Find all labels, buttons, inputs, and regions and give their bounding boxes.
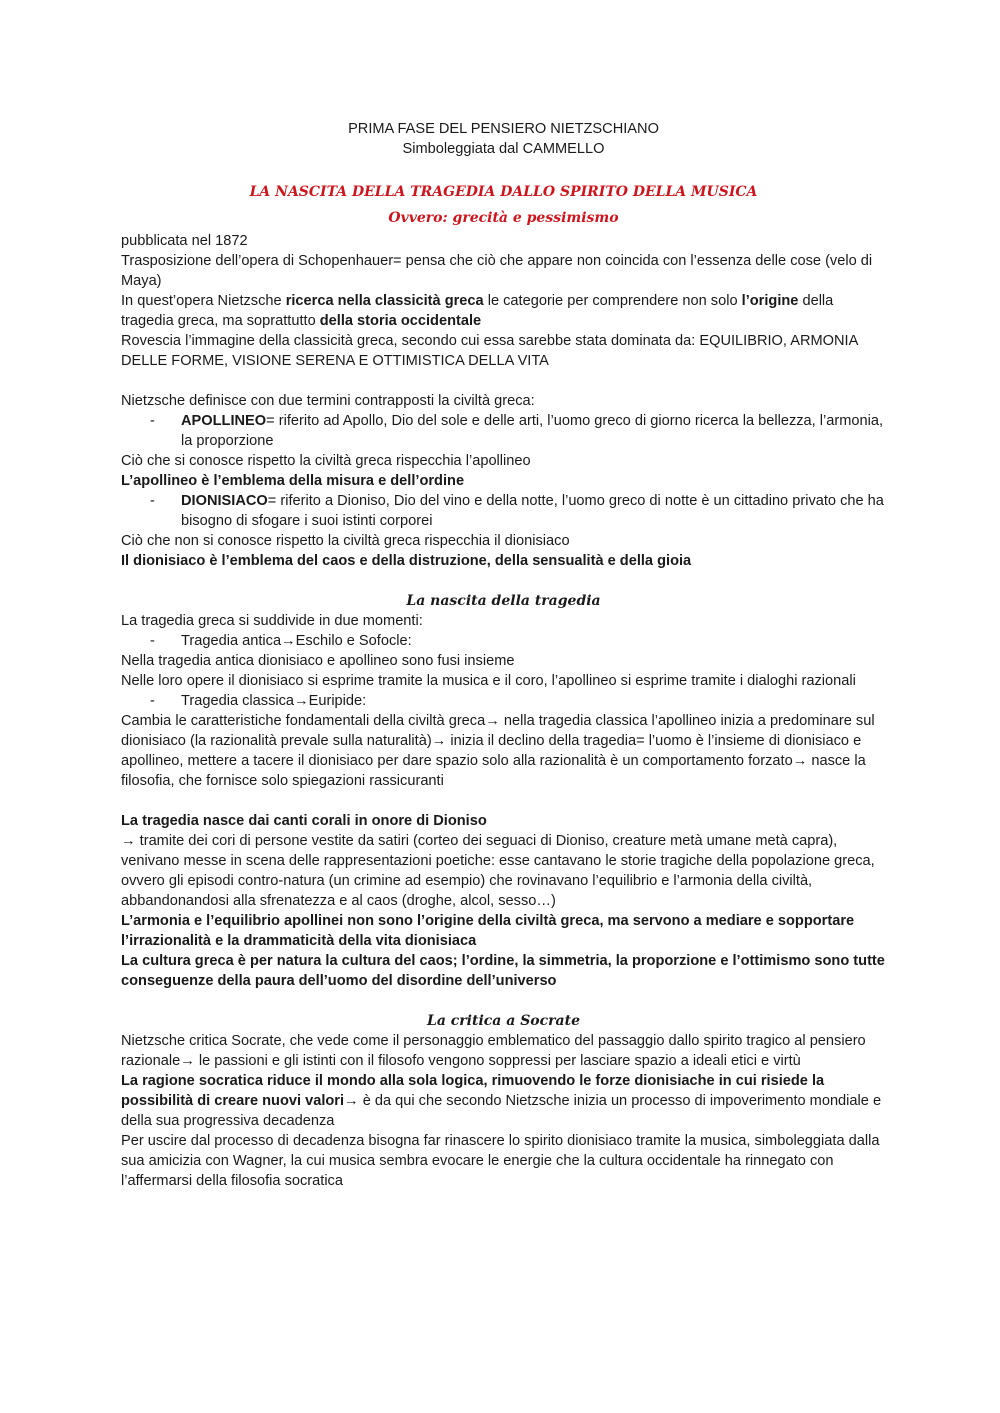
list-item-apollineo: - APOLLINEO= riferito ad Apollo, Dio del sole e delle arti, l’uomo greco di giorno ricerca la bellezza, l’armonia, la proporzione — [150, 413, 884, 449]
culture-paragraph: La cultura greca è per natura la cultura del caos; l’ordine, la simmetria, la proporzione e l’ottimismo sono tutte conseguenze della paura dell’uomo del disordine dell’universo — [121, 953, 885, 989]
harmony-paragraph: L’armonia e l’equilibrio apollinei non sono l’origine della civiltà greca, ma servono a mediare e sopportare l’irrazionalità e la drammaticità della vita dionisiaca — [121, 913, 855, 949]
antica-paragraph-1: Nella tragedia antica dionisiaco e apollineo sono fusi insieme — [121, 653, 515, 669]
apollineo-emblem: L’apollineo è l’emblema della misura e dell’ordine — [121, 473, 465, 489]
term-apollineo: APOLLINEO — [181, 413, 267, 429]
document-subtitle: Simboleggiata dal CAMMELLO — [402, 141, 605, 157]
spacer — [121, 371, 886, 391]
tragedy-intro: La tragedia greca si suddivide in due momenti: — [121, 613, 423, 629]
list-dash: - — [150, 413, 155, 429]
spacer — [121, 159, 886, 179]
spacer — [121, 991, 886, 1011]
research-paragraph: In quest’opera Nietzsche ricerca nella classicità greca le categorie per comprendere non solo l’origine della tragedia greca, ma soprattutto della storia occidentale — [121, 293, 834, 329]
list-dash: - — [150, 633, 155, 649]
spacer — [121, 791, 886, 811]
socrates-paragraph-2: La ragione socratica riduce il mondo alla sola logica, rimuovendo le forze dionisiache in cui risiede la possibilità di creare nuovi valori→ è da qui che secondo Nietzsche inizia un processo di impoverimento mondiale e della sua progressiva decadenza — [121, 1073, 882, 1129]
apollineo-known: Ciò che si conosce rispetto la civiltà greca rispecchia l’apollineo — [121, 453, 531, 469]
origin-paragraph: → tramite dei cori di persone vestite da satiri (corteo dei seguaci di Dioniso, creature metà umane metà capra), venivano messe in scena delle rappresentazioni poetiche: esse cantavano le storie tragiche della popolazione greca, ovvero gli episodi contro-natura (un crimine ad esempio) che rovinavano l’equilibrio e l’armonia della civiltà, abbandonandosi alla sfrenatezza e al caos (droghe, alcol, sesso…) — [121, 833, 875, 909]
term-dionisiaco: DIONISIACO — [181, 493, 268, 509]
terms-intro: Nietzsche definisce con due termini contrapposti la civiltà greca: — [121, 393, 535, 409]
socrates-paragraph-3: Per uscire dal processo di decadenza bisogna far rinascere lo spirito dionisiaco tramite la musica, simboleggiata dalla sua amicizia con Wagner, la cui musica sembra evocare le energie che la cultura occidentale ha rinnegato con l’affermarsi della filosofia socratica — [121, 1133, 880, 1189]
socrates-paragraph-1: Nietzsche critica Socrate, che vede come il personaggio emblematico del passaggio dallo spirito tragico al pensiero razionale→ le passioni e gli istinti con il filosofo vengono soppressi per lasciare spazio a ideali etici e virtù — [121, 1033, 866, 1069]
work-subtitle: Ovvero: grecità e pessimismo — [388, 210, 619, 226]
origin-heading: La tragedia nasce dai canti corali in onore di Dioniso — [121, 813, 487, 829]
list-item-tragedia-classica: - Tragedia classica→Euripide: — [150, 693, 367, 709]
section-title-tragedia: La nascita della tragedia — [406, 593, 601, 609]
overturn-paragraph: Rovescia l’immagine della classicità greca, secondo cui essa sarebbe stata dominata da: EQUILIBRIO, ARMONIA DELLE FORME, VISIONE SERENA E OTTIMISTICA DELLA VITA — [121, 333, 858, 369]
document-title: PRIMA FASE DEL PENSIERO NIETZSCHIANO — [348, 121, 659, 137]
list-dash: - — [150, 493, 155, 509]
document-content — [121, 119, 886, 1191]
transposition-paragraph: Trasposizione dell’opera di Schopenhauer= pensa che ciò che appare non coincida con l’essenza delle cose (velo di Maya) — [121, 253, 873, 289]
published-line: pubblicata nel 1872 — [121, 233, 248, 249]
list-item-dionisiaco: - DIONISIACO= riferito a Dioniso, Dio del vino e della notte, l’uomo greco di notte è un cittadino privato che ha bisogno di sfogare i suoi istinti corporei — [150, 493, 884, 529]
classica-paragraph: Cambia le caratteristiche fondamentali della civiltà greca→ nella tragedia classica l’apollineo inizia a predominare sul dionisiaco (la razionalità prevale sulla naturalità)→ inizia il declino della tragedia= l’uomo è l’insieme di dionisiaco e apollineo, mettere a tacere il dionisiaco per dare spazio solo alla razionalità è un comportamento forzato→ nasce la filosofia, che fornisce solo spiegazioni rassicuranti — [121, 713, 875, 789]
dionisiaco-emblem: Il dionisiaco è l’emblema del caos e della distruzione, della sensualità e della gioia — [121, 553, 692, 569]
spacer — [121, 571, 886, 591]
section-title-socrate: La critica a Socrate — [426, 1013, 580, 1029]
list-item-tragedia-antica: - Tragedia antica→Eschilo e Sofocle: — [150, 633, 412, 649]
list-dash: - — [150, 693, 155, 709]
antica-paragraph-2: Nelle loro opere il dionisiaco si esprime tramite la musica e il coro, l’apollineo si esprime tramite i dialoghi razionali — [121, 673, 856, 689]
work-title: LA NASCITA DELLA TRAGEDIA DALLO SPIRITO DELLA MUSICA — [249, 184, 758, 200]
dionisiaco-unknown: Ciò che non si conosce rispetto la civiltà greca rispecchia il dionisiaco — [121, 533, 570, 549]
